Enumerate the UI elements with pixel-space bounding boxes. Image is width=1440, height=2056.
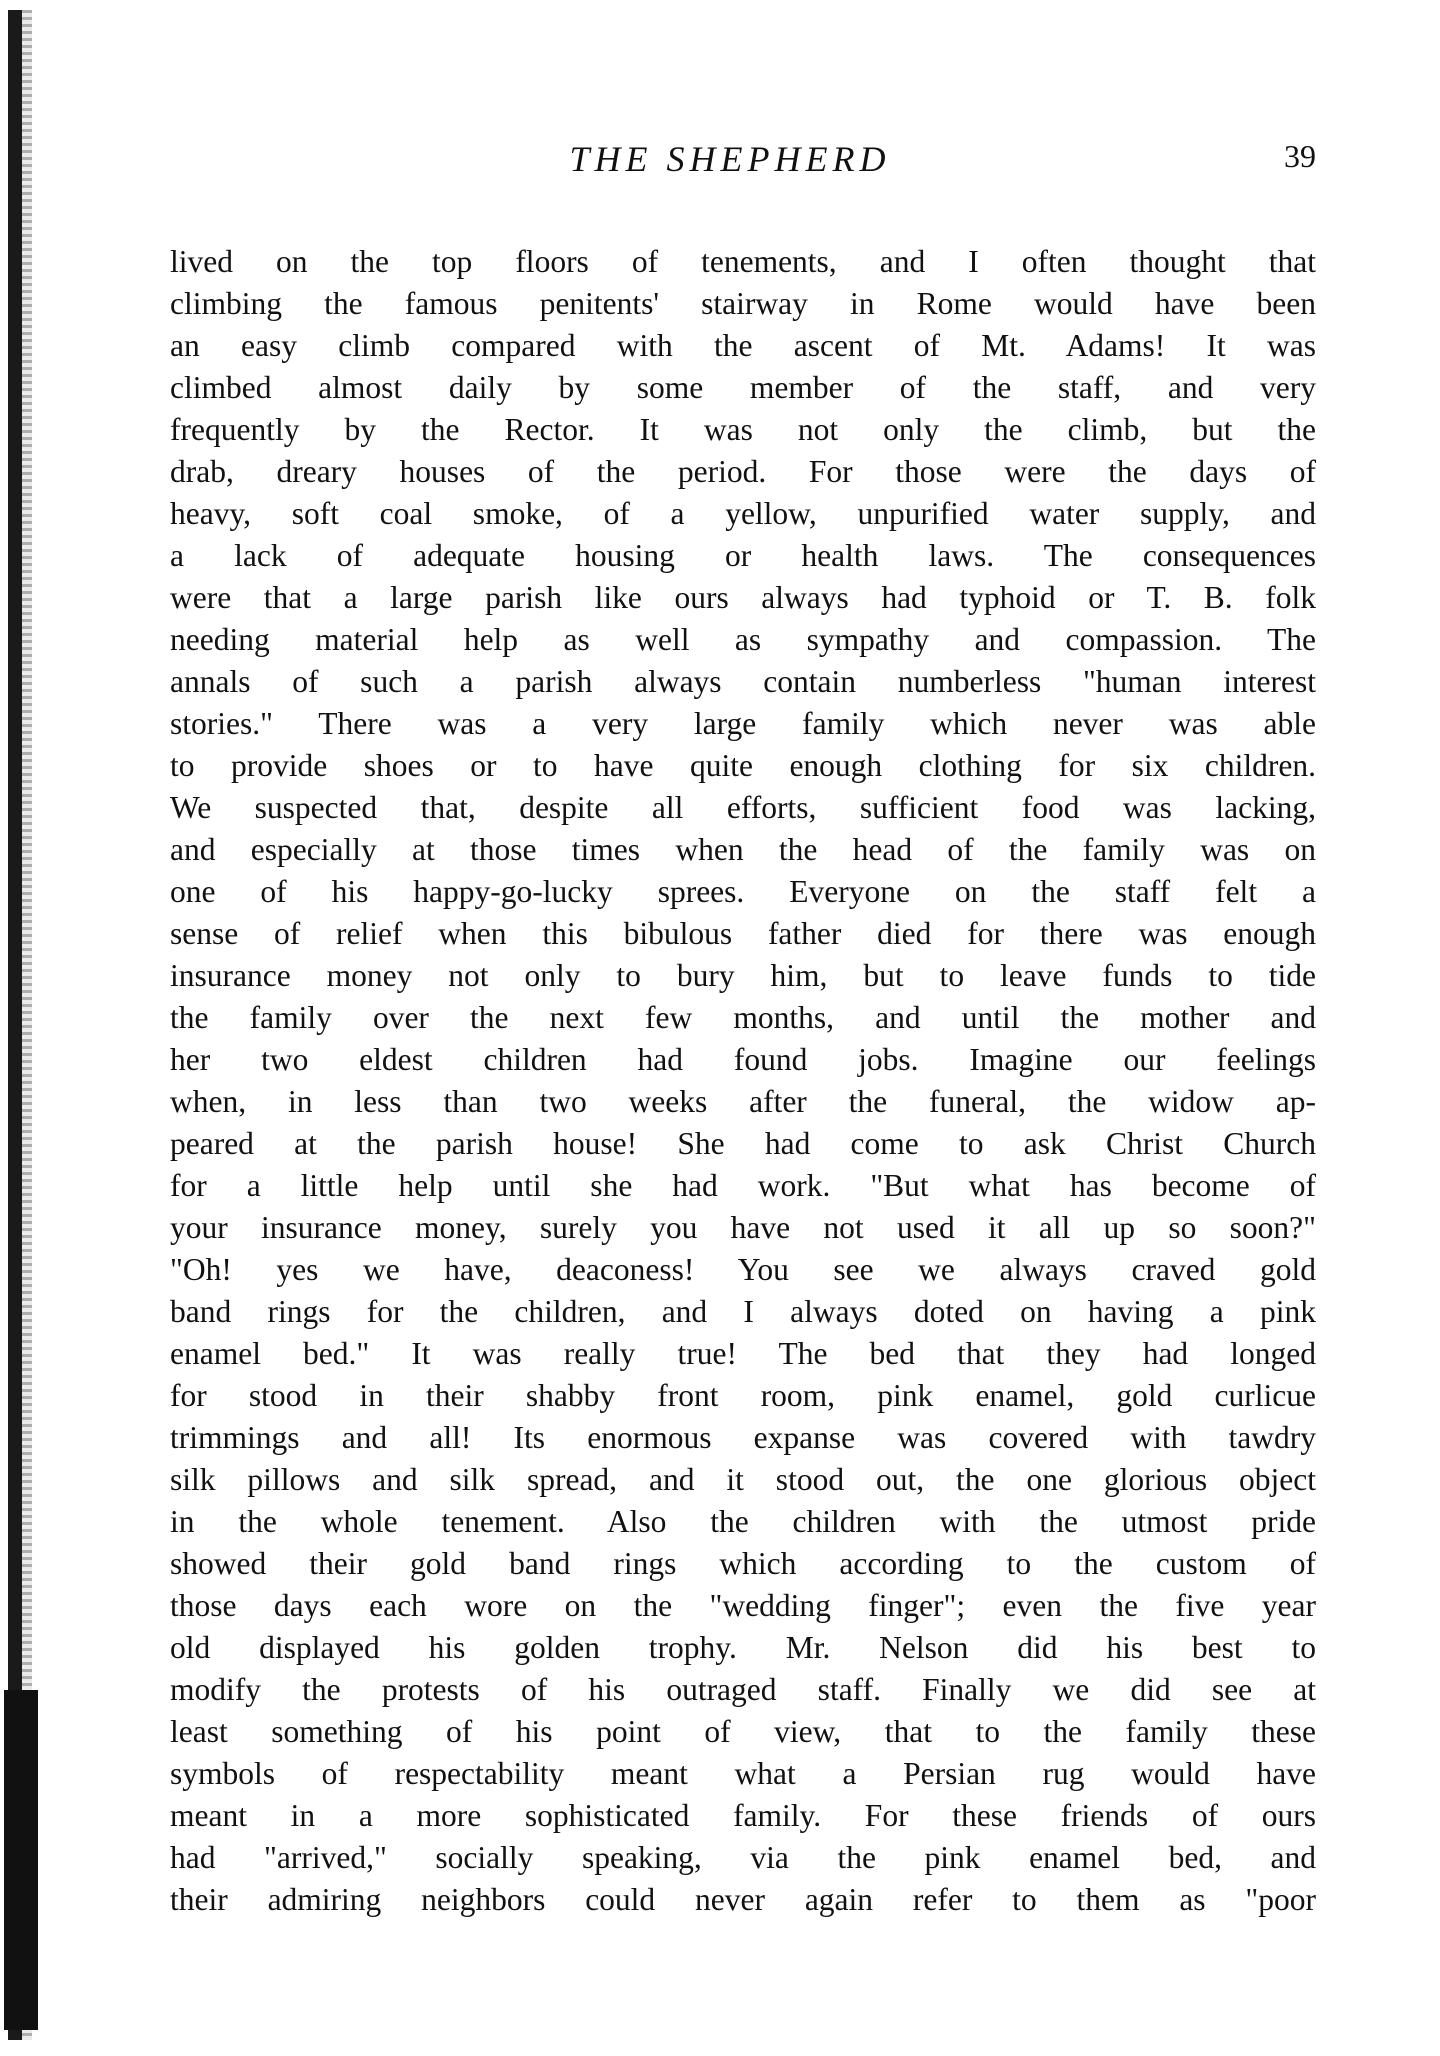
text-line: for a little help until she had work. "But what has become of <box>170 1168 1316 1203</box>
text-line: when, in less than two weeks after the funeral, the widow ap- <box>170 1084 1316 1119</box>
text-line: heavy, soft coal smoke, of a yellow, unpurified water supply, and <box>170 496 1316 531</box>
text-line: modify the protests of his outraged staff. Finally we did see at <box>170 1672 1316 1707</box>
text-line: insurance money not only to bury him, but to leave funds to tide <box>170 958 1316 993</box>
text-line: old displayed his golden trophy. Mr. Nelson did his best to <box>170 1630 1316 1665</box>
text-line: were that a large parish like ours always had typhoid or T. B. folk <box>170 580 1316 615</box>
text-line: the family over the next few months, and until the mother and <box>170 1000 1316 1035</box>
book-binding-shadow-lower <box>4 1690 38 2030</box>
running-title: THE SHEPHERD <box>569 139 891 179</box>
text-line: to provide shoes or to have quite enough clothing for six children. <box>170 748 1316 783</box>
text-line: and especially at those times when the head of the family was on <box>170 832 1316 867</box>
text-line: enamel bed." It was really true! The bed that they had longed <box>170 1336 1316 1371</box>
text-line: stories." There was a very large family which never was able <box>170 706 1316 741</box>
text-line: sense of relief when this bibulous father died for there was enough <box>170 916 1316 951</box>
text-line: a lack of adequate housing or health laws. The consequences <box>170 538 1316 573</box>
text-line: We suspected that, despite all efforts, sufficient food was lacking, <box>170 790 1316 825</box>
text-line: peared at the parish house! She had come to ask Christ Church <box>170 1126 1316 1161</box>
text-line: symbols of respectability meant what a Persian rug would have <box>170 1756 1316 1791</box>
text-line: their admiring neighbors could never again refer to them as "poor <box>170 1882 1316 1917</box>
text-line: an easy climb compared with the ascent of Mt. Adams! It was <box>170 328 1316 363</box>
text-line: climbing the famous penitents' stairway in Rome would have been <box>170 286 1316 321</box>
text-line: annals of such a parish always contain numberless "human interest <box>170 664 1316 699</box>
text-line: trimmings and all! Its enormous expanse was covered with tawdry <box>170 1420 1316 1455</box>
text-line: drab, dreary houses of the period. For those were the days of <box>170 454 1316 489</box>
page-header <box>0 138 1440 182</box>
text-line: meant in a more sophisticated family. For these friends of ours <box>170 1798 1316 1833</box>
text-line: needing material help as well as sympathy and compassion. The <box>170 622 1316 657</box>
page-number: 39 <box>1284 138 1316 174</box>
text-line: those days each wore on the "wedding finger"; even the five year <box>170 1588 1316 1623</box>
text-line: your insurance money, surely you have not used it all up so soon?" <box>170 1210 1316 1245</box>
text-line: band rings for the children, and I always doted on having a pink <box>170 1294 1316 1329</box>
text-line: one of his happy-go-lucky sprees. Everyone on the staff felt a <box>170 874 1316 909</box>
text-line: climbed almost daily by some member of the staff, and very <box>170 370 1316 405</box>
text-line: in the whole tenement. Also the children with the utmost pride <box>170 1504 1316 1539</box>
body-text <box>170 241 1316 1921</box>
text-line: showed their gold band rings which according to the custom of <box>170 1546 1316 1581</box>
text-line: frequently by the Rector. It was not only the climb, but the <box>170 412 1316 447</box>
text-line: "Oh! yes we have, deaconess! You see we always craved gold <box>170 1252 1316 1287</box>
text-line: lived on the top floors of tenements, and I often thought that <box>170 244 1316 279</box>
text-line: for stood in their shabby front room, pink enamel, gold curlicue <box>170 1378 1316 1413</box>
text-line: silk pillows and silk spread, and it stood out, the one glorious object <box>170 1462 1316 1497</box>
text-line: her two eldest children had found jobs. Imagine our feelings <box>170 1042 1316 1077</box>
text-line: had "arrived," socially speaking, via the pink enamel bed, and <box>170 1840 1316 1875</box>
text-line: least something of his point of view, that to the family these <box>170 1714 1316 1749</box>
